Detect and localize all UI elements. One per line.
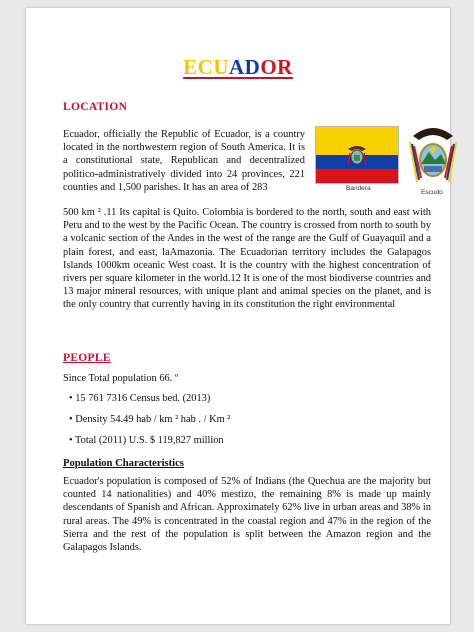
location-paragraph-1: Ecuador, officially the Republic of Ecuador, is a country located in the northwestern region of South America. It is a constitutional state, Republican and decentralized politico-administratively divided into 24 provinces, 221 counties and 1,500 parishes. It has an area of 283 [63, 129, 305, 193]
flag-caption: Bandera [346, 185, 371, 192]
list-item: • 15 761 7316 Census bed. (2013) [69, 393, 211, 404]
coat-caption: Escudo [421, 189, 443, 196]
population-line: Since Total population 66. º [63, 373, 179, 384]
list-item: • Total (2011) U.S. $ 119,827 million [69, 435, 224, 446]
list-item: • Density 54.49 hab / km ² hab . / Km ² [69, 414, 231, 425]
location-heading: LOCATION [63, 101, 128, 113]
people-heading: PEOPLE [63, 352, 111, 364]
page-title: ECUADOR [183, 55, 293, 79]
population-characteristics-heading: Population Characteristics [63, 458, 184, 469]
population-characteristics-paragraph: Ecuador's population is composed of 52% of Indians (the Quechua are the majority but counted 14 nationalities) and 40% mestizo, the remaining 8% is made up mainly descendants of Spanish and African. Approximately 62% live in urban areas and 38% in rural areas. The 49% is concentrated in the coastal region and 47% in the region of the Sierra and the rest of the population is split between the Amazon region and the Galapagos Islands. [63, 476, 431, 554]
location-paragraph-2: 500 km ² .11 Its capital is Quito. Colombia is bordered to the north, south and east with Peru and to the west by the Pacific Ocean. The country is crossed from north to south by a volcanic section of the Andes in the west of the range are the Gulf of Guayaquil and a plain forest, and east, laAmazonia. The Ecuadorian territory includes the Galapagos Islands 1000km oceanic West coast. It is the country with the highest concentration of rivers per square kilometer in the world.12 It is one of the most biodiverse countries and 13 major mineral resources, with unique plant and animal species on the planet, and is the only country that currently having in its constitution the right environmental [63, 207, 432, 311]
ecuador-flag-image [315, 126, 399, 184]
document-page [26, 8, 450, 624]
coat-of-arms-icon [346, 143, 368, 167]
coat-of-arms-image [407, 122, 459, 188]
